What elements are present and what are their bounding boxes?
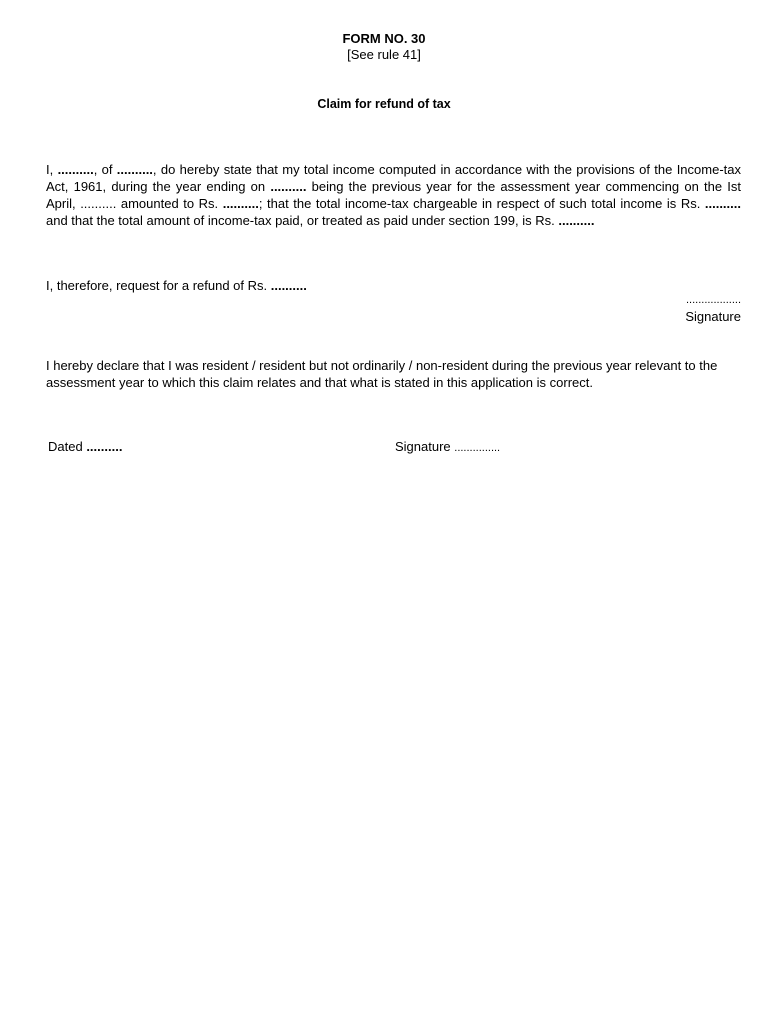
dated-blank: ..........: [86, 439, 123, 454]
para1-text-4: being the previous year for the assessment year commencing on the Ist April,: [46, 179, 741, 211]
signature-line: ..................: [685, 294, 741, 306]
dated-label: Dated: [48, 439, 87, 454]
blank-name: ..........: [57, 162, 94, 177]
signature-label: Signature: [685, 309, 741, 324]
blank-total-income: ..........: [222, 196, 259, 211]
blank-address: ..........: [116, 162, 153, 177]
blank-assessment-year: ..........: [80, 196, 117, 211]
form-header: [0, 31, 768, 63]
bottom-signature-line: ...............: [454, 442, 501, 454]
para1-text-3: , do hereby state that my total income computed in accordance with the provisions of the Income-tax Act, 1961, during the year ending on: [46, 162, 741, 194]
para1-text-6: ; that the total income-tax chargeable in respect of such total income is Rs.: [258, 196, 705, 211]
blank-tax-chargeable: ..........: [704, 196, 741, 211]
blank-tax-paid: ..........: [558, 213, 595, 228]
refund-request-text: I, therefore, request for a refund of Rs.: [46, 278, 271, 293]
para1-text-5: amounted to Rs.: [116, 196, 223, 211]
blank-year-ending: ..........: [270, 179, 307, 194]
bottom-signature-label: Signature: [395, 439, 455, 454]
refund-request-paragraph: [46, 277, 741, 294]
para1-text-2: , of: [93, 162, 117, 177]
dated-field: [48, 439, 122, 454]
para1-text-7: and that the total amount of income-tax paid, or treated as paid under section 199, is Rs.: [46, 213, 559, 228]
blank-refund-amount: ..........: [270, 278, 307, 293]
para1-text-1: I,: [46, 162, 58, 177]
declaration-paragraph: [46, 161, 741, 229]
form-number: FORM NO. 30: [342, 31, 426, 46]
bottom-signature-field: [395, 439, 500, 454]
form-title: Claim for refund of tax: [317, 97, 451, 111]
residency-declaration-paragraph: I hereby declare that I was resident / resident but not ordinarily / non-resident during the previous year relevant to the assessment year to which this claim relates and that what is stated in this application is correct.: [46, 358, 718, 390]
rule-reference: [See rule 41]: [347, 47, 421, 62]
